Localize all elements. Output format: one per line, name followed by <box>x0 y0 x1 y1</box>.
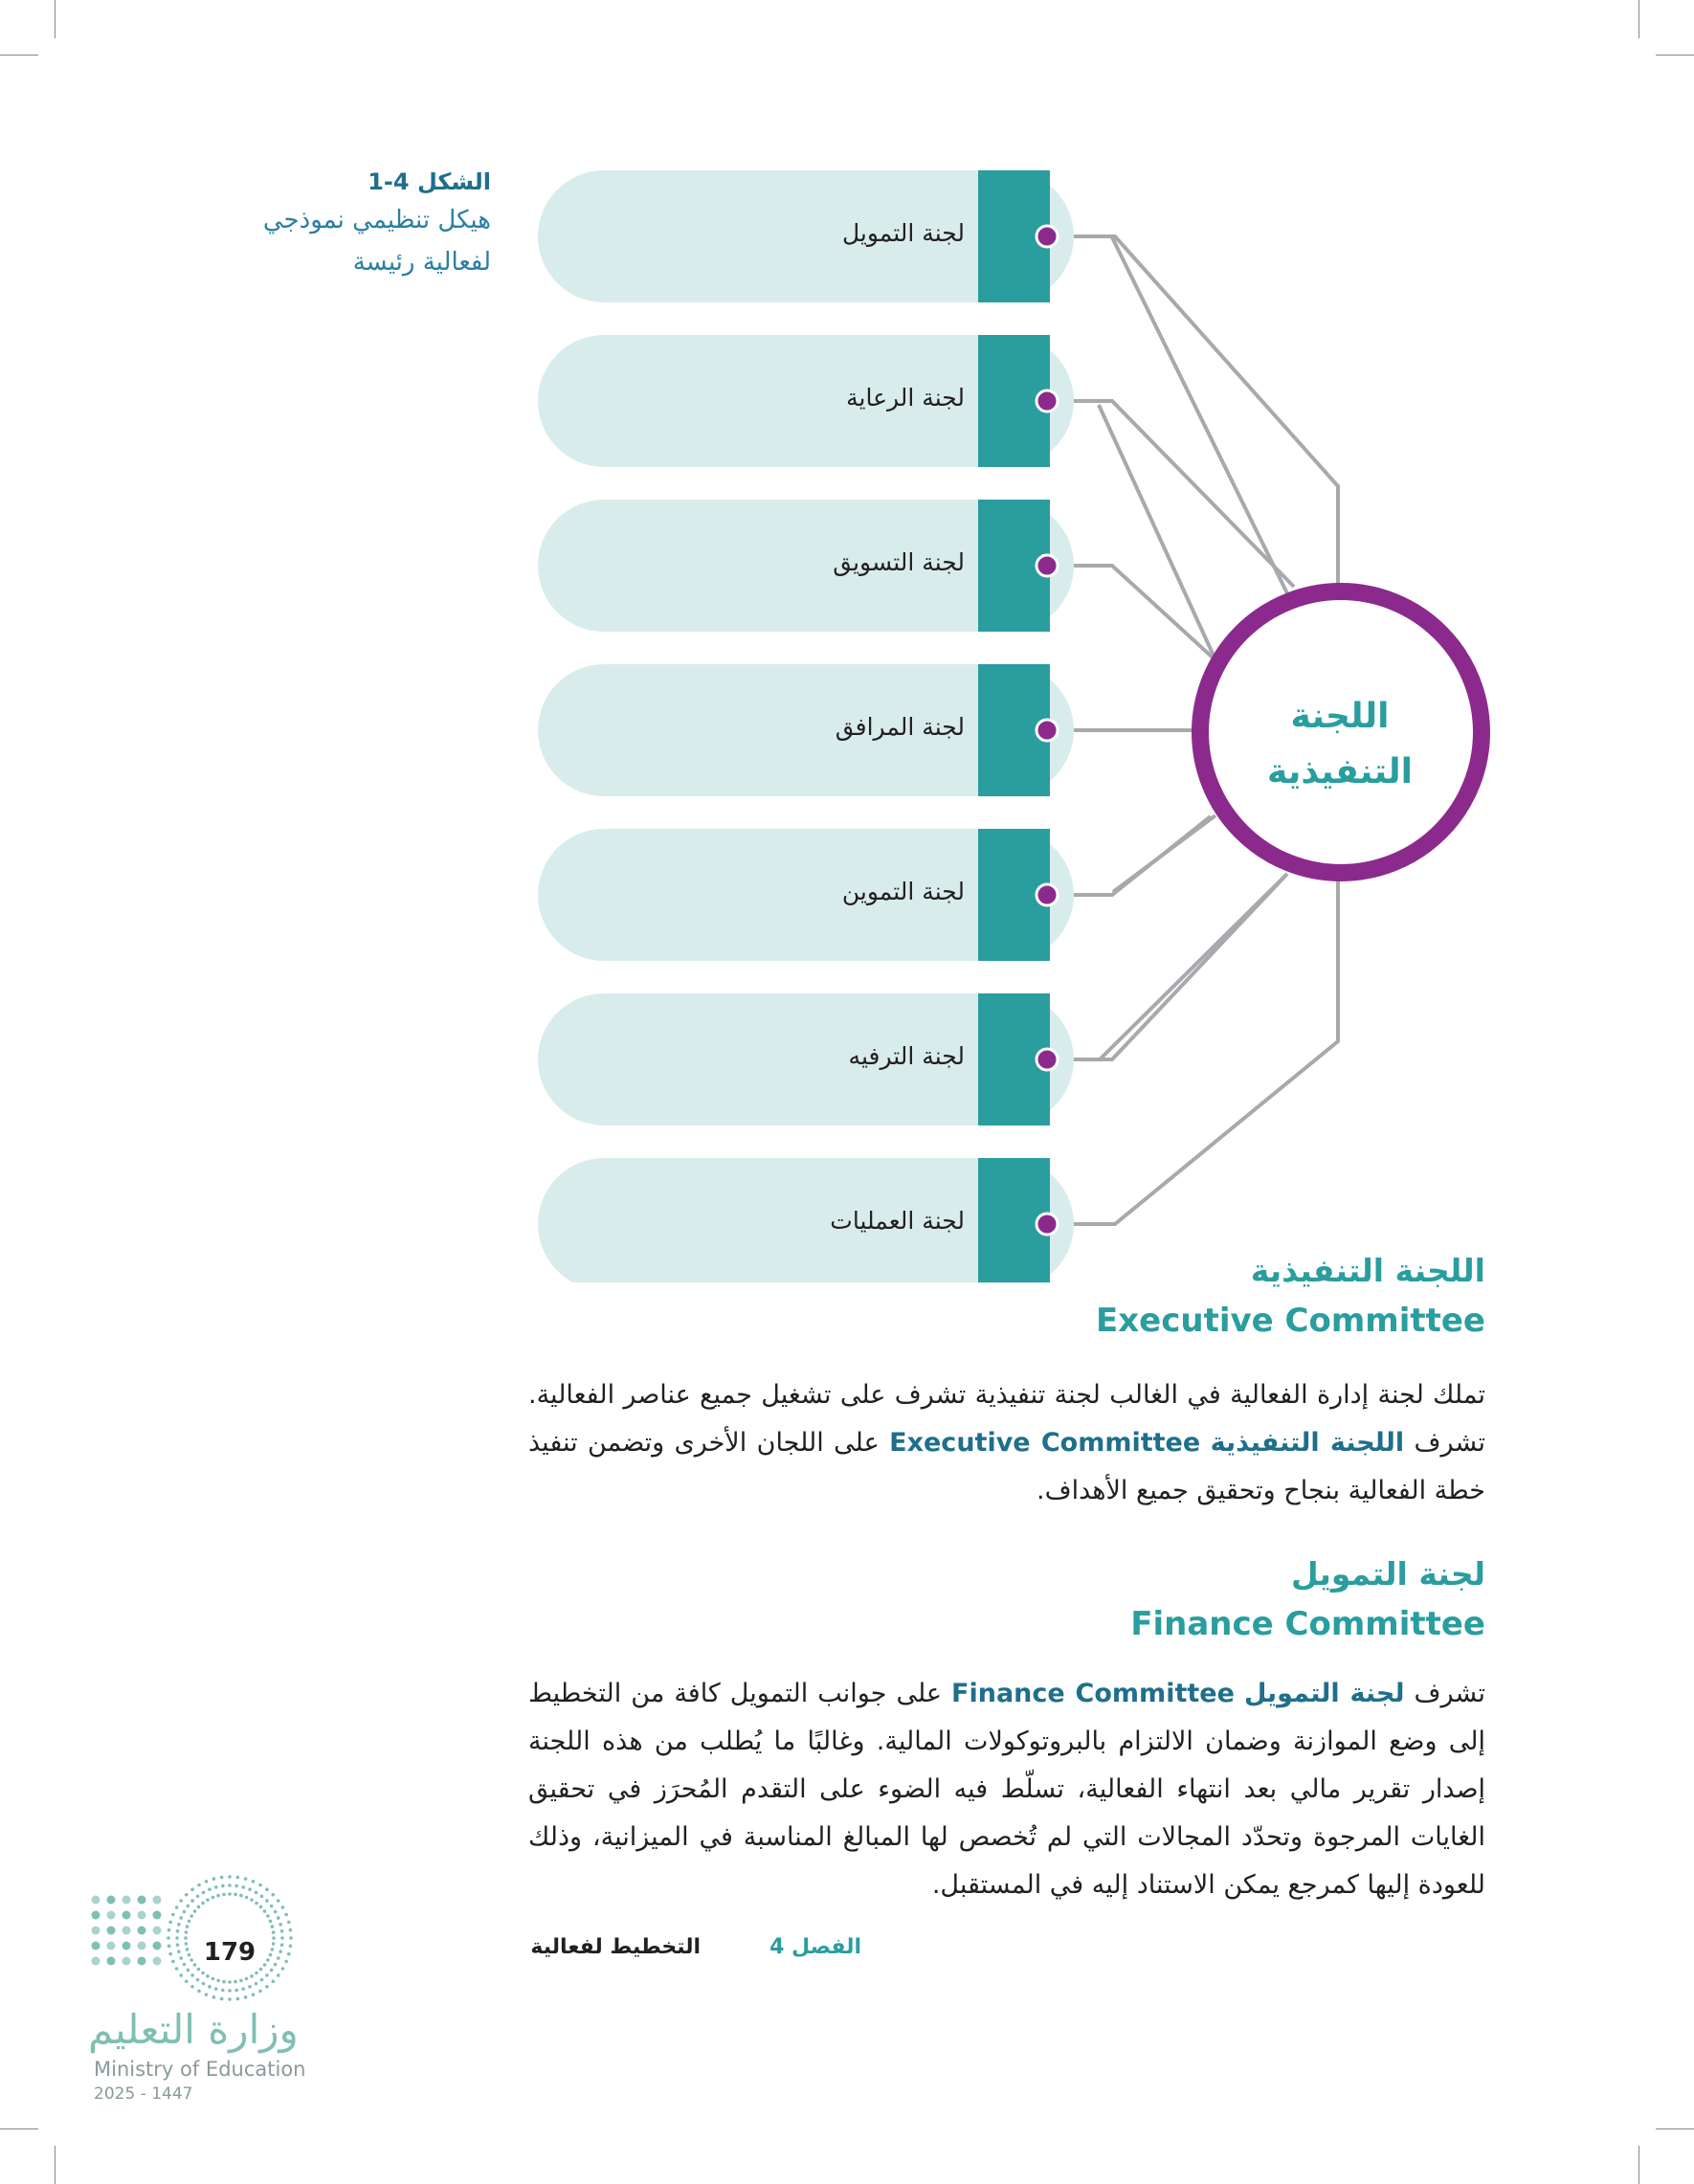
chapter-label <box>769 1935 861 1959</box>
connector-line <box>1050 816 1211 895</box>
logo-dot <box>234 1980 237 1984</box>
logo-dot <box>236 1997 240 2001</box>
logo-dot <box>236 1876 240 1880</box>
connector-dot <box>1036 226 1058 247</box>
ministry-logo-emblem <box>86 1866 306 2010</box>
logo-dot <box>289 1945 293 1949</box>
section-heading-arabic: لجنة التمويل <box>1291 1555 1485 1593</box>
logo-dot <box>179 1973 183 1977</box>
logo-dot <box>185 1979 189 1983</box>
logo-dot <box>212 1896 215 1900</box>
logo-dot <box>244 1995 248 1999</box>
logo-dot <box>92 1911 100 1920</box>
logo-dot <box>239 1979 243 1983</box>
logo-dot <box>244 1877 248 1881</box>
logo-dot <box>214 1885 218 1889</box>
logo-dot <box>167 1936 170 1940</box>
chapter-title: التخطيط لفعالية <box>530 1935 701 1959</box>
logo-dot <box>234 1884 238 1888</box>
logo-dot <box>250 1974 254 1978</box>
logo-dot <box>241 1885 245 1889</box>
logo-dot <box>168 1921 172 1925</box>
logo-dot <box>250 1898 254 1902</box>
logo-dot <box>265 1985 269 1989</box>
connector-line <box>1099 874 1287 1060</box>
logo-dot <box>92 1927 100 1935</box>
logo-dot <box>259 1905 263 1909</box>
logo-dot <box>270 1969 274 1972</box>
logo-dot <box>245 1896 249 1900</box>
logo-dot <box>212 1995 216 1999</box>
logo-dot <box>107 1942 116 1950</box>
highlight-term-en: Finance Committee <box>951 1679 1235 1708</box>
logo-dot <box>269 1953 273 1957</box>
center-committee-label <box>1196 689 1483 800</box>
logo-dot <box>153 1942 162 1950</box>
logo-dot <box>265 1899 269 1903</box>
logo-dot <box>176 1943 180 1947</box>
logo-dot <box>123 1896 131 1905</box>
logo-year: 2025 - 1447 <box>94 2084 193 2104</box>
logo-dot <box>222 1893 226 1897</box>
logo-dot <box>239 1894 243 1898</box>
connector-dot <box>1036 555 1058 576</box>
logo-dot <box>138 1911 146 1920</box>
paragraph-text: على جوانب التمويل كافة من التخطيط إلى وضع الموازنة وضمان الالتزام بالبروتوكولات المالية. وغالبًا ما يُطلب من هذه اللجنة إصدار تقرير مالي بعد انتهاء الفعالية، تسلّط فيه الضوء على التقدم المُحرَز في تحقيق الغايات المرجوة وتحدّد المجالات التي لم تُخصص لها المبالغ المناسبة في الميزانية، وذلك للعودة إليها كمرجع يمكن الاستناد إليه في المستقبل. <box>528 1679 1485 1900</box>
logo-dot <box>167 1945 171 1949</box>
logo-dot <box>248 1887 252 1891</box>
logo-dot <box>107 1911 116 1920</box>
connector-line <box>1050 566 1213 657</box>
logo-dot <box>179 1899 183 1903</box>
logo-dot <box>265 1887 269 1891</box>
logo-dot <box>266 1914 270 1918</box>
logo-dot <box>271 1893 275 1897</box>
logo-dot <box>184 1936 188 1940</box>
logo-dot <box>277 1899 280 1903</box>
logo-dot <box>248 1985 252 1989</box>
logo-dot <box>189 1914 193 1918</box>
connector-line <box>1050 236 1338 598</box>
highlight-term: لجنة التمويل <box>1243 1679 1405 1708</box>
logo-dot <box>234 1989 238 1993</box>
logo-dot <box>190 1985 194 1989</box>
logo-dot <box>186 1925 189 1928</box>
logo-dot <box>153 1957 162 1966</box>
logo-dot <box>287 1952 291 1956</box>
highlight-term: اللجنة التنفيذية <box>1210 1428 1405 1458</box>
connector-dot <box>1036 390 1058 412</box>
logo-dot <box>266 1958 270 1962</box>
connector-dot <box>1036 720 1058 741</box>
center-label-line: اللجنة <box>1290 697 1390 736</box>
paragraph-text: تملك لجنة إدارة الفعالية في الغالب لجنة تنفيذية تشرف على تشغيل جميع عناصر الفعالية. تشرف <box>528 1380 1485 1458</box>
logo-dot <box>289 1928 293 1932</box>
logo-dot <box>201 1902 205 1905</box>
logo-dot <box>220 1997 224 2001</box>
logo-dot <box>185 1930 189 1934</box>
logo-dot <box>228 1989 232 1993</box>
logo-dot <box>185 1893 189 1897</box>
logo-dot <box>177 1950 181 1953</box>
logo-dot <box>188 1920 191 1924</box>
logo-dot <box>206 1898 210 1902</box>
logo-dot <box>153 1911 162 1920</box>
logo-dot <box>281 1967 285 1971</box>
connector-dot <box>1036 1049 1058 1070</box>
logo-dot <box>280 1936 284 1940</box>
committee-label: لجنة الترفيه <box>848 1042 965 1070</box>
logo-dot <box>193 1909 197 1913</box>
logo-dot <box>269 1920 273 1924</box>
logo-dot <box>177 1923 181 1927</box>
logo-dot <box>212 1877 216 1881</box>
logo-dot <box>271 1948 275 1951</box>
logo-dot <box>277 1916 280 1920</box>
connector-line <box>1050 885 1338 1224</box>
logo-dot <box>123 1942 131 1950</box>
logo-dot <box>228 1980 232 1984</box>
connector-dot <box>1036 1214 1058 1235</box>
logo-dot <box>259 1968 263 1972</box>
logo-dot <box>107 1957 116 1966</box>
logo-dot <box>220 1876 224 1880</box>
logo-dot <box>214 1987 218 1991</box>
logo-dot <box>138 1896 146 1905</box>
logo-dot <box>175 1967 179 1971</box>
logo-dot <box>167 1928 171 1932</box>
logo-dot <box>284 1960 288 1964</box>
section-heading-english: Finance Committee <box>1130 1605 1485 1643</box>
logo-dot <box>271 1979 275 1983</box>
ministry-name-english: Ministry of Education <box>94 2058 306 2081</box>
page-number: 179 <box>203 1938 256 1967</box>
figure-caption-line: لفعالية رئيسة <box>352 248 491 277</box>
logo-dot <box>280 1929 284 1933</box>
logo-dot <box>216 1894 220 1898</box>
logo-dot <box>255 1902 258 1905</box>
paragraph <box>528 1371 1485 1515</box>
logo-dot <box>186 1948 189 1951</box>
logo-dot <box>138 1957 146 1966</box>
logo-dot <box>272 1936 276 1940</box>
logo-dot <box>168 1952 172 1956</box>
logo-dot <box>228 1883 232 1887</box>
logo-dot <box>289 1936 293 1940</box>
logo-dot <box>202 1982 206 1986</box>
logo-dot <box>258 1990 262 1994</box>
logo-dot <box>107 1927 116 1935</box>
committee-label: لجنة التسويق <box>833 548 965 576</box>
logo-dot <box>171 1913 175 1917</box>
logo-dot <box>187 1905 190 1908</box>
logo-dot <box>123 1911 131 1920</box>
committee-label: لجنة التموين <box>841 878 965 905</box>
logo-dot <box>205 1880 209 1883</box>
logo-dot <box>92 1896 100 1905</box>
logo-dot <box>197 1883 201 1887</box>
logo-dot <box>202 1891 206 1895</box>
crop-mark <box>55 2146 56 2184</box>
crop-mark <box>1638 2146 1639 2184</box>
committee-label: لجنة التمويل <box>841 219 965 247</box>
logo-dot <box>212 1977 215 1981</box>
crop-mark <box>0 2128 38 2129</box>
center-label-line: التنفيذية <box>1267 752 1413 791</box>
logo-dot <box>255 1891 258 1895</box>
logo-dot <box>107 1896 116 1905</box>
logo-dot <box>221 1884 225 1888</box>
logo-dot <box>175 1936 179 1940</box>
logo-dot <box>241 1987 245 1991</box>
logo-dot <box>138 1927 146 1935</box>
section-heading-arabic: اللجنة التنفيذية <box>1250 1252 1485 1289</box>
logo-dot <box>176 1929 180 1933</box>
logo-dot <box>281 1905 285 1909</box>
connector-dot <box>1036 884 1058 905</box>
logo-dot <box>190 1899 194 1903</box>
logo-dot <box>153 1896 162 1905</box>
logo-dot <box>201 1972 205 1975</box>
paragraph-text: على اللجان الأخرى وتضمن تنفيذ خطة الفعالية بنجاح وتحقيق جميع الأهداف. <box>528 1428 1485 1505</box>
logo-dot <box>196 1895 200 1899</box>
logo-dot <box>228 1997 232 2001</box>
logo-dot <box>265 1973 269 1977</box>
logo-dot <box>206 1974 210 1978</box>
logo-dot <box>208 1887 212 1891</box>
ministry-name-arabic: وزارة التعليم <box>88 2006 299 2053</box>
chapter-number: 4 <box>769 1935 785 1959</box>
logo-dot <box>270 1905 274 1908</box>
logo-dot <box>279 1923 282 1927</box>
logo-dot <box>228 1892 232 1896</box>
logo-dot <box>183 1963 187 1967</box>
logo-dot <box>271 1925 275 1928</box>
logo-dot <box>153 1927 162 1935</box>
logo-dot <box>190 1973 194 1977</box>
committee-label: لجنة المرافق <box>835 713 965 741</box>
connector-line <box>1099 405 1214 656</box>
figure-caption-line: هيكل تنظيمي نموذجي <box>262 206 491 234</box>
logo-dot <box>197 1990 201 1994</box>
logo-dot <box>171 1960 175 1964</box>
logo-dot <box>92 1942 100 1950</box>
logo-dot <box>138 1942 146 1950</box>
logo-dot <box>179 1956 183 1960</box>
logo-dot <box>274 1910 278 1914</box>
highlight-term-en: Executive Committee <box>889 1428 1201 1458</box>
logo-dot <box>216 1979 220 1983</box>
logo-dot <box>208 1985 212 1989</box>
logo-dot <box>252 1993 256 1996</box>
logo-dot <box>228 1875 232 1879</box>
logo-dot <box>92 1957 100 1966</box>
logo-dot <box>179 1916 183 1920</box>
logo-dot <box>287 1921 291 1925</box>
connector-line <box>1113 815 1215 892</box>
logo-dot <box>260 1978 264 1982</box>
logo-dot <box>196 1978 200 1982</box>
connector-line <box>1050 874 1287 1059</box>
committee-label: لجنة العمليات <box>830 1207 965 1235</box>
logo-dot <box>279 1950 282 1953</box>
logo-dot <box>205 1993 209 1996</box>
connector-line <box>1050 401 1294 587</box>
logo-dot <box>123 1957 131 1966</box>
logo-dot <box>263 1909 267 1913</box>
logo-dot <box>260 1895 264 1899</box>
chapter-word: الفصل <box>791 1935 861 1959</box>
logo-dot <box>284 1913 288 1917</box>
connector-line <box>1112 237 1287 593</box>
logo-dot <box>274 1963 278 1967</box>
logo-dot <box>183 1910 187 1914</box>
logo-dot <box>252 1880 256 1883</box>
figure-number: الشكل 4-1 <box>368 168 491 195</box>
paragraph-text: تشرف <box>1404 1679 1485 1708</box>
logo-dot <box>193 1963 197 1967</box>
logo-dot <box>221 1989 225 1993</box>
logo-dot <box>280 1943 284 1947</box>
logo-dot <box>197 1968 201 1972</box>
logo-dot <box>175 1905 179 1909</box>
logo-dot <box>255 1972 258 1975</box>
logo-dot <box>263 1963 267 1967</box>
logo-dot <box>272 1942 276 1946</box>
logo-dot <box>277 1956 280 1960</box>
paragraph <box>528 1670 1485 1909</box>
logo-dot <box>245 1977 249 1981</box>
crop-mark <box>1656 2128 1694 2129</box>
logo-dot <box>222 1980 226 1984</box>
logo-dot <box>277 1973 280 1977</box>
logo-dot <box>187 1969 190 1972</box>
logo-dot <box>185 1942 189 1946</box>
logo-dot <box>188 1953 191 1957</box>
logo-dot <box>255 1982 258 1986</box>
section-heading-english: Executive Committee <box>1096 1302 1485 1340</box>
logo-dot <box>189 1958 193 1962</box>
logo-dot <box>234 1893 237 1897</box>
logo-dot <box>190 1887 194 1891</box>
logo-dot <box>123 1927 131 1935</box>
committee-label: لجنة الرعاية <box>846 384 965 412</box>
logo-dot <box>258 1883 262 1887</box>
logo-dot <box>272 1930 276 1934</box>
logo-dot <box>197 1905 201 1909</box>
